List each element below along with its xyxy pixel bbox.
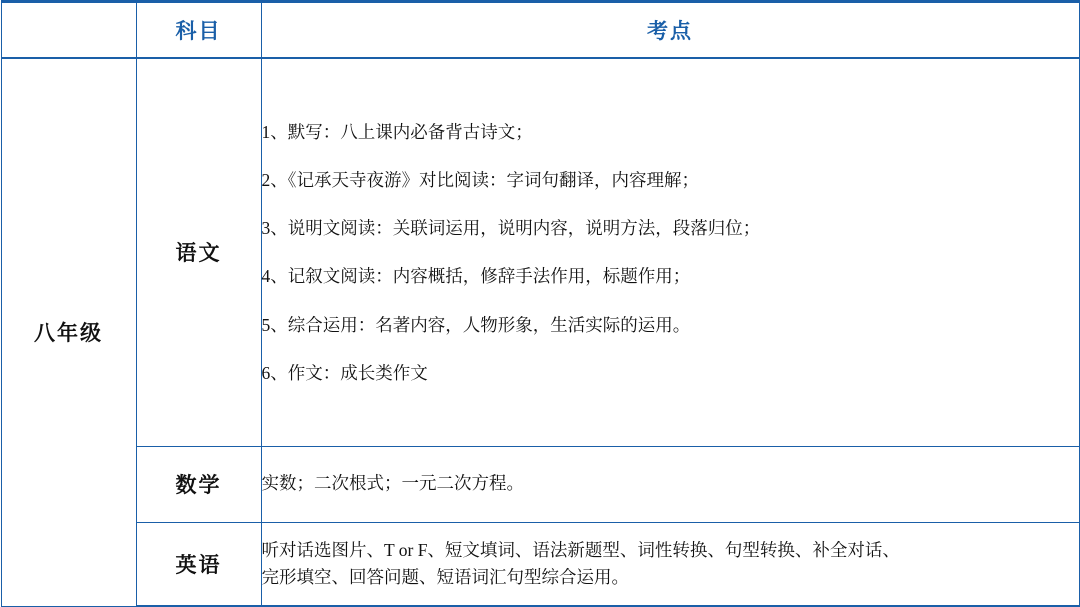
points-cell-english xyxy=(261,522,1079,606)
point-line: 4、记叙文阅读：内容概括，修辞手法作用，标题作用； xyxy=(261,266,691,287)
table-row xyxy=(1,446,1079,522)
point-line: 完形填空、回答问题、短语词汇句型综合运用。 xyxy=(261,566,629,587)
point-line: 2、《记承天寺夜游》对比阅读：字词句翻译，内容理解； xyxy=(261,169,699,190)
subject-cell-math: 数学 xyxy=(136,446,261,522)
points-cell-math xyxy=(261,446,1079,522)
point-line: 实数；二次根式；一元二次方程。 xyxy=(261,473,524,494)
point-line: 6、作文：成长类作文 xyxy=(261,362,428,383)
subject-cell-english: 英语 xyxy=(136,522,261,606)
table-body xyxy=(1,58,1079,606)
subject-cell-chinese: 语文 xyxy=(136,58,261,446)
table-header xyxy=(1,2,1079,59)
points-cell-chinese xyxy=(261,58,1079,446)
table-row xyxy=(1,58,1079,446)
table-row xyxy=(1,522,1079,606)
point-line: 听对话选图片、T or F、短文填词、语法新题型、词性转换、句型转换、补全对话、 xyxy=(261,539,900,560)
header-cell-grade xyxy=(1,2,136,59)
point-line: 5、综合运用：名著内容，人物形象，生活实际的运用。 xyxy=(261,314,691,335)
point-line: 3、说明文阅读：关联词运用，说明内容，说明方法，段落归位； xyxy=(261,218,761,238)
header-row xyxy=(1,2,1079,59)
header-cell-subject: 科目 xyxy=(136,2,261,59)
point-line: 1、默写：八上课内必备背古诗文； xyxy=(261,121,533,142)
header-cell-points: 考点 xyxy=(261,2,1079,59)
exam-points-table xyxy=(1,0,1080,607)
grade-cell: 八年级 xyxy=(1,58,136,606)
